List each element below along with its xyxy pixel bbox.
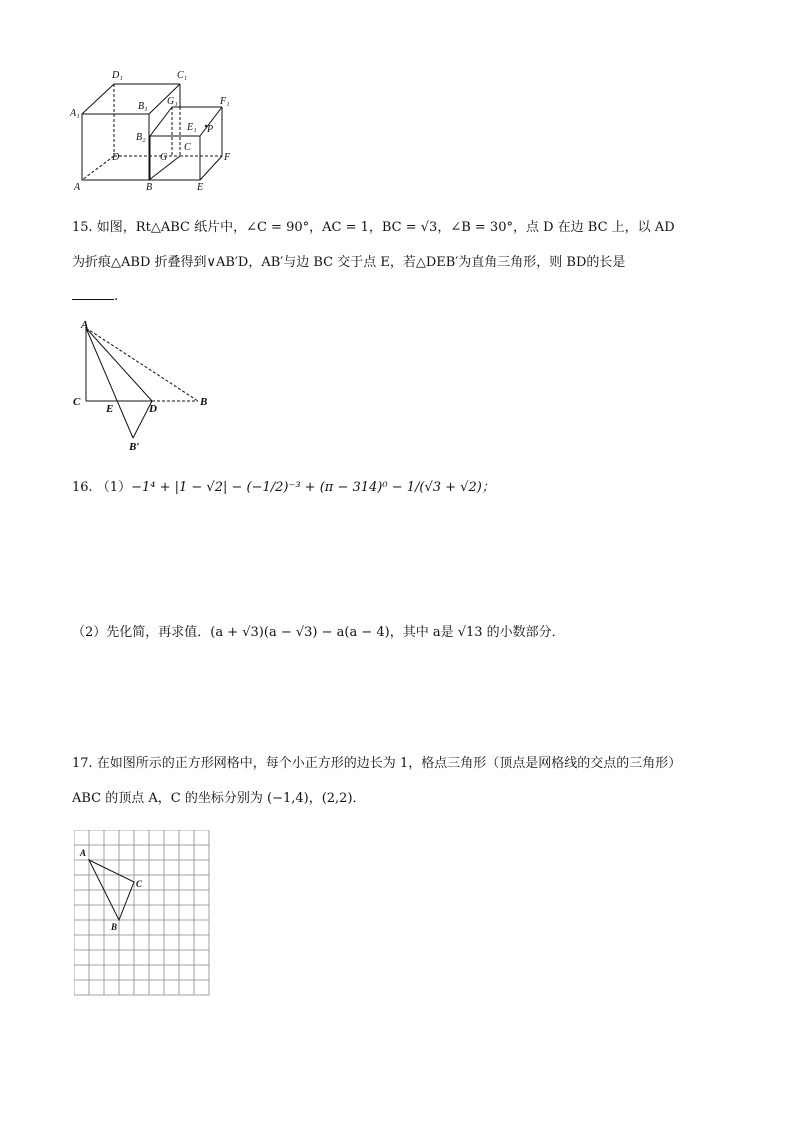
- label-A: A: [74, 182, 81, 193]
- q15-line1: 15. 如图，Rt△ABC 纸片中，∠C = 90°，AC = 1，BC = √3，∠B = 30°，点 D 在边 BC 上，以 AD: [72, 220, 675, 235]
- q17-line1: 17. 在如图所示的正方形网格中，每个小正方形的边长为 1，格点三角形（顶点是网格线的交点的三角形）: [72, 756, 682, 771]
- fold-label-D: D: [149, 403, 157, 415]
- label-C: C: [184, 142, 191, 153]
- label-D: D: [112, 152, 120, 163]
- label-A1: A₁: [70, 108, 80, 119]
- q17-line2: ABC 的顶点 A，C 的坐标分别为 (−1,4)，(2,2)．: [72, 791, 366, 806]
- fold-label-C: C: [73, 396, 81, 408]
- label-F: F: [224, 152, 231, 163]
- q16-part2: （2）先化简，再求值．(a + √3)(a − √3) − a(a − 4)，其中 a是 √13 的小数部分．: [72, 625, 565, 640]
- label-B2: B₂: [136, 132, 146, 143]
- label-G1: G₁: [167, 96, 178, 107]
- fold-label-Bprime: B′: [129, 441, 140, 453]
- fold-figure: [70, 316, 220, 454]
- q15-period: .: [114, 289, 119, 304]
- q16-part1-expr: −1⁴ + |1 − √2| − (−1/2)⁻³ + (π − 314)⁰ − 1/(√3 + √2)；: [131, 480, 495, 495]
- cubes-figure: [66, 62, 246, 194]
- label-C1: C₁: [177, 70, 188, 81]
- label-F1: F₁: [220, 96, 230, 107]
- q16-part1-prefix: 16. （1）: [72, 480, 132, 495]
- q15-line3: [72, 287, 118, 307]
- label-P: P: [207, 124, 214, 135]
- label-B1: B₁: [138, 101, 148, 112]
- grid-label-C: C: [136, 879, 143, 889]
- fold-label-B: B: [200, 396, 208, 408]
- label-E: E: [197, 182, 204, 193]
- fold-label-A: A: [81, 319, 89, 331]
- grid-figure: [74, 830, 212, 996]
- label-D1: D₁: [112, 70, 123, 81]
- q15-line2: 为折痕△ABD 折叠得到∨AB′D，AB′与边 BC 交于点 E，若△DEB′为直角三角形，则 BD的长是: [72, 255, 626, 270]
- answer-blank[interactable]: [72, 287, 114, 300]
- label-G: G: [160, 152, 168, 163]
- grid-label-B: B: [111, 922, 118, 932]
- q16-part1: [72, 478, 495, 498]
- fold-label-E: E: [106, 403, 114, 415]
- label-E1: E₁: [187, 122, 197, 133]
- label-B: B: [146, 182, 153, 193]
- grid-label-A: A: [80, 848, 87, 858]
